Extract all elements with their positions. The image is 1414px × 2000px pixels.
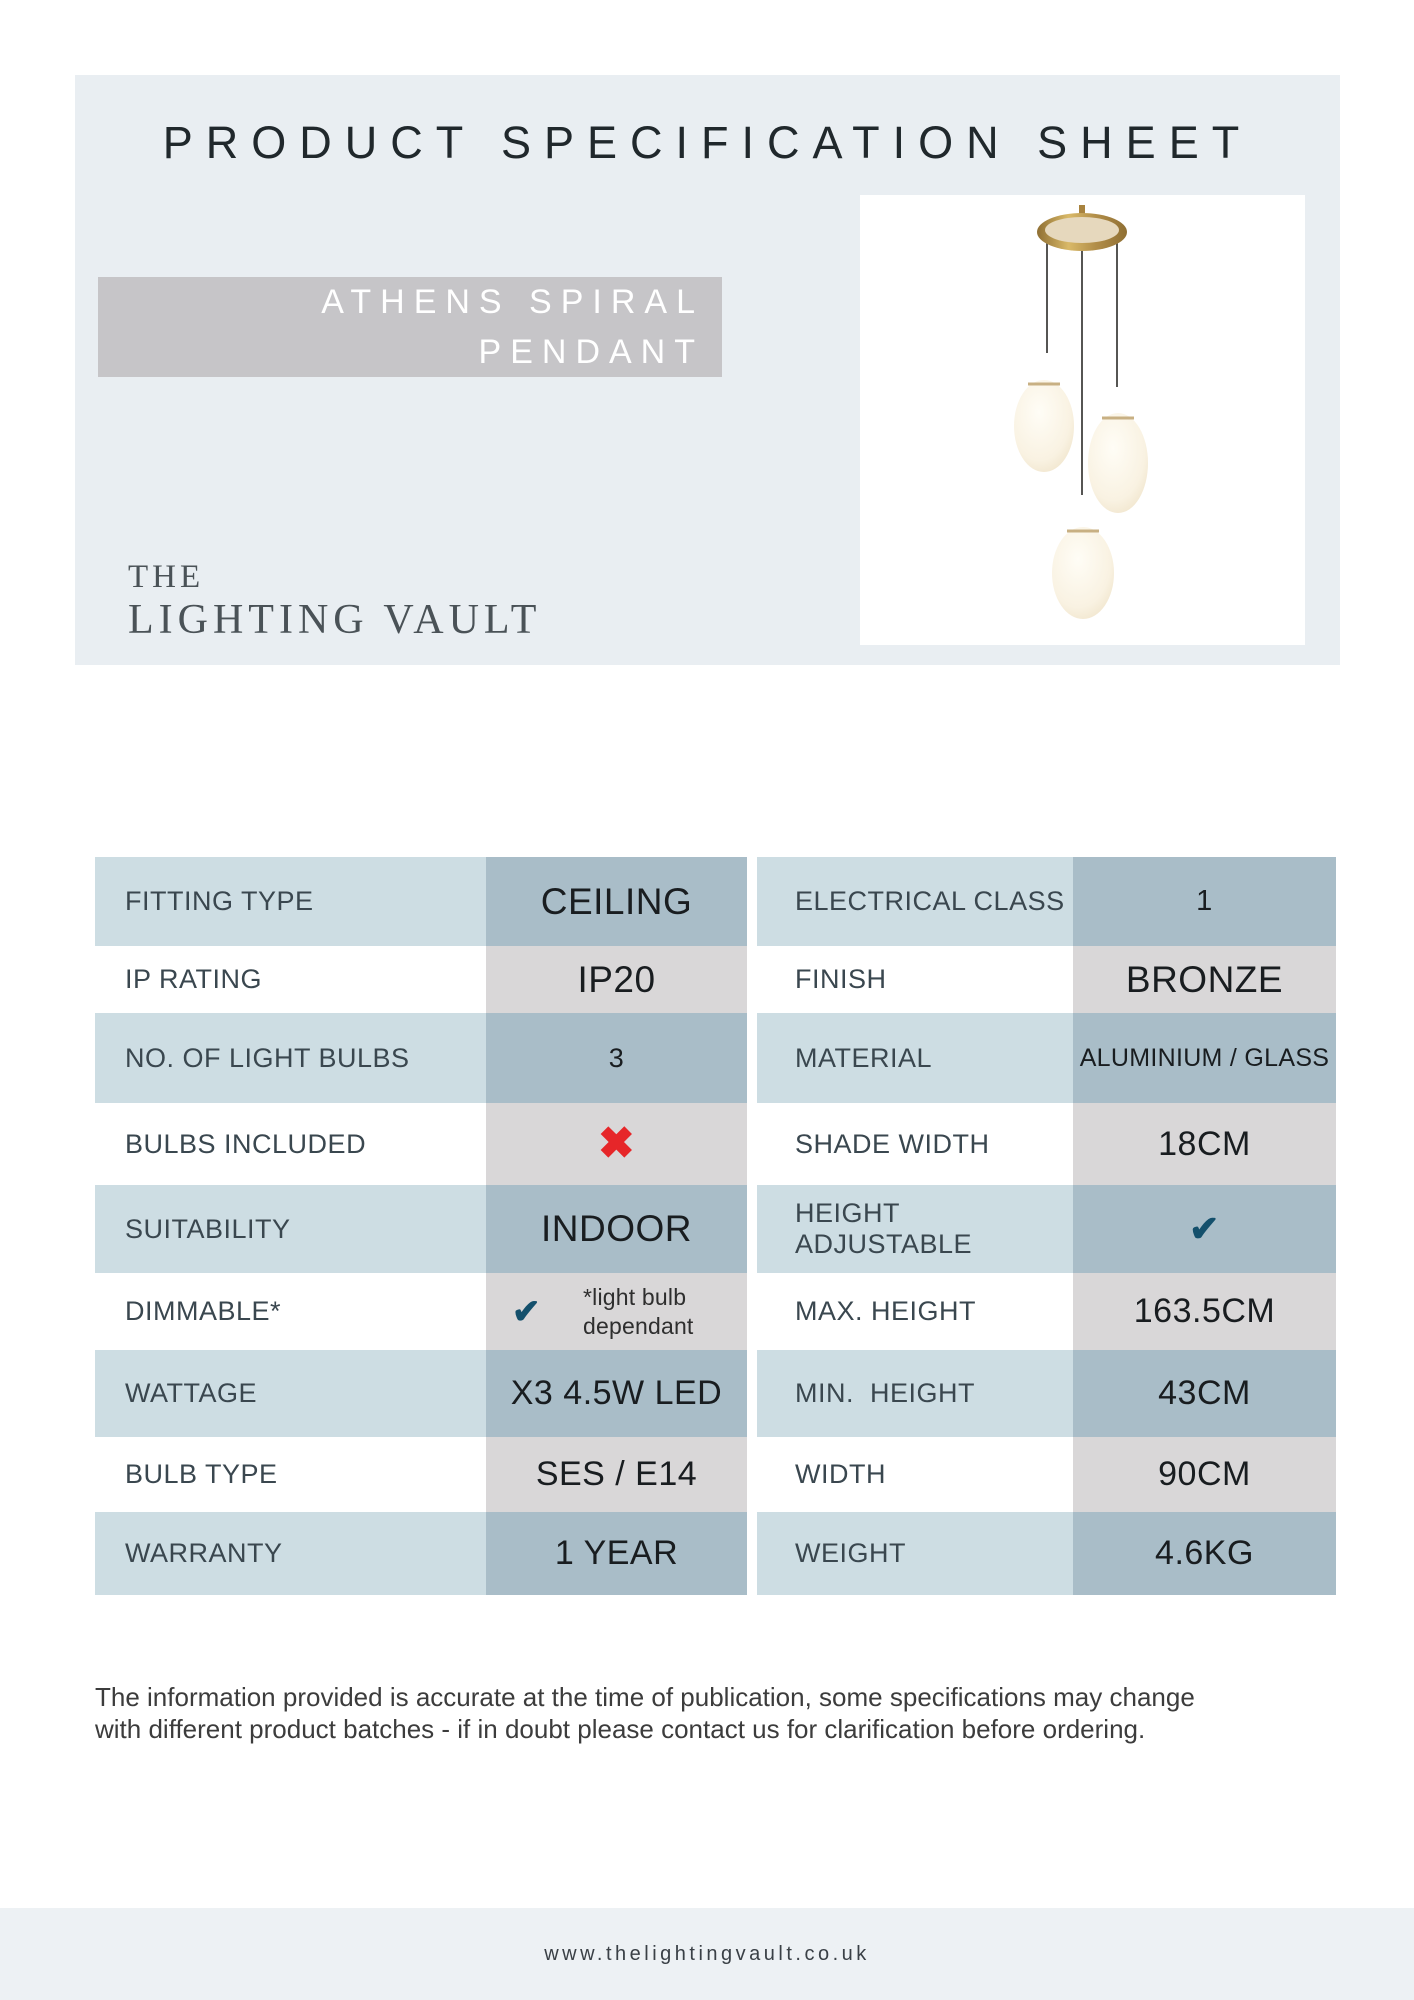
spec-value: 18CM [1073,1103,1336,1185]
row-weight [757,1512,1336,1595]
spec-label: SUITABILITY [95,1185,486,1273]
disclaimer-text [95,1682,1305,1745]
brand-logo-the: THE [128,559,205,595]
spec-value: 3 [486,1013,747,1103]
disclaimer-line2: with different product batches - if in doubt please contact us for clarification before ordering. [95,1713,1146,1744]
shade-bottom [1052,527,1114,619]
spec-value: 43CM [1073,1350,1336,1437]
row-bulb-type [95,1437,747,1512]
spec-value: IP20 [486,946,747,1013]
spec-label: FITTING TYPE [95,857,486,946]
row-min-height [757,1350,1336,1437]
spec-label: WEIGHT [757,1512,1073,1595]
spec-label: BULB TYPE [125,1459,278,1489]
spec-value: 1 YEAR [486,1512,747,1595]
check-icon: ✔ [1189,1208,1220,1249]
cross-icon: ✖ [597,1119,636,1168]
spec-value: 1 [1073,857,1336,946]
row-no-of-light-bulbs [95,1013,747,1103]
brand-logo [128,557,541,643]
check-icon: ✔ [512,1292,541,1331]
row-warranty [95,1512,747,1595]
spec-value: X3 4.5W LED [486,1350,747,1437]
product-photo [860,195,1305,645]
spec-label: WARRANTY [95,1512,486,1595]
spec-label: SHADE WIDTH [795,1128,990,1159]
product-name-line2: PENDANT [478,333,704,371]
spec-value: INDOOR [486,1185,747,1273]
spec-label: WATTAGE [95,1350,486,1437]
shade-left [1014,380,1074,472]
row-max-height [757,1273,1336,1350]
row-width [757,1437,1336,1512]
spec-label: BULBS INCLUDED [125,1128,367,1159]
spec-label: MATERIAL [757,1013,1073,1103]
row-electrical-class [757,857,1336,946]
row-bulbs-included [95,1103,747,1185]
spec-label: FINISH [795,964,887,994]
spec-label: WIDTH [795,1459,886,1489]
header-panel [75,75,1340,665]
row-shade-width [757,1103,1336,1185]
spec-value [486,1103,747,1185]
canopy-center [1045,217,1119,243]
product-name-banner [98,277,722,377]
row-dimmable [95,1273,747,1350]
spec-value: 4.6KG [1073,1512,1336,1595]
row-height-adjustable [757,1185,1336,1273]
spec-table-right [757,857,1336,1595]
brand-logo-lighting-vault: LIGHTING VAULT [128,597,542,643]
footer-bar [0,1908,1414,2000]
row-suitability [95,1185,747,1273]
disclaimer-line1: The information provided is accurate at the time of publication, some specifications may change [95,1682,1195,1712]
product-name-line1: ATHENS SPIRAL [321,283,704,321]
spec-label: NO. OF LIGHT BULBS [95,1013,486,1103]
spec-value: ALUMINIUM / GLASS [1073,1013,1336,1103]
spec-value: 90CM [1073,1437,1336,1512]
row-wattage [95,1350,747,1437]
spec-label: MIN. HEIGHT [757,1350,1073,1437]
shade-right [1088,413,1148,513]
page-title: PRODUCT SPECIFICATION SHEET [162,117,1253,168]
spec-value: BRONZE [1073,946,1336,1013]
spec-label: IP RATING [125,964,263,994]
row-ip-rating [95,946,747,1013]
row-finish [757,946,1336,1013]
spec-value: 163.5CM [1073,1273,1336,1350]
spec-value [1073,1185,1336,1273]
website-url: www.thelightingvault.co.uk [544,1942,870,1965]
pendant-illustration [860,195,1305,645]
row-material [757,1013,1336,1103]
spec-label: ELECTRICAL CLASS [757,857,1073,946]
row-fitting-type [95,857,747,946]
spec-table-left [95,857,747,1595]
spec-label: MAX. HEIGHT [795,1296,977,1326]
spec-value [486,1273,747,1350]
spec-value: SES / E14 [486,1437,747,1512]
spec-value: CEILING [486,857,747,946]
dimmable-note: *light bulb dependant [583,1283,694,1339]
spec-label: DIMMABLE* [125,1296,282,1326]
spec-label: HEIGHT ADJUSTABLE [757,1185,1073,1273]
